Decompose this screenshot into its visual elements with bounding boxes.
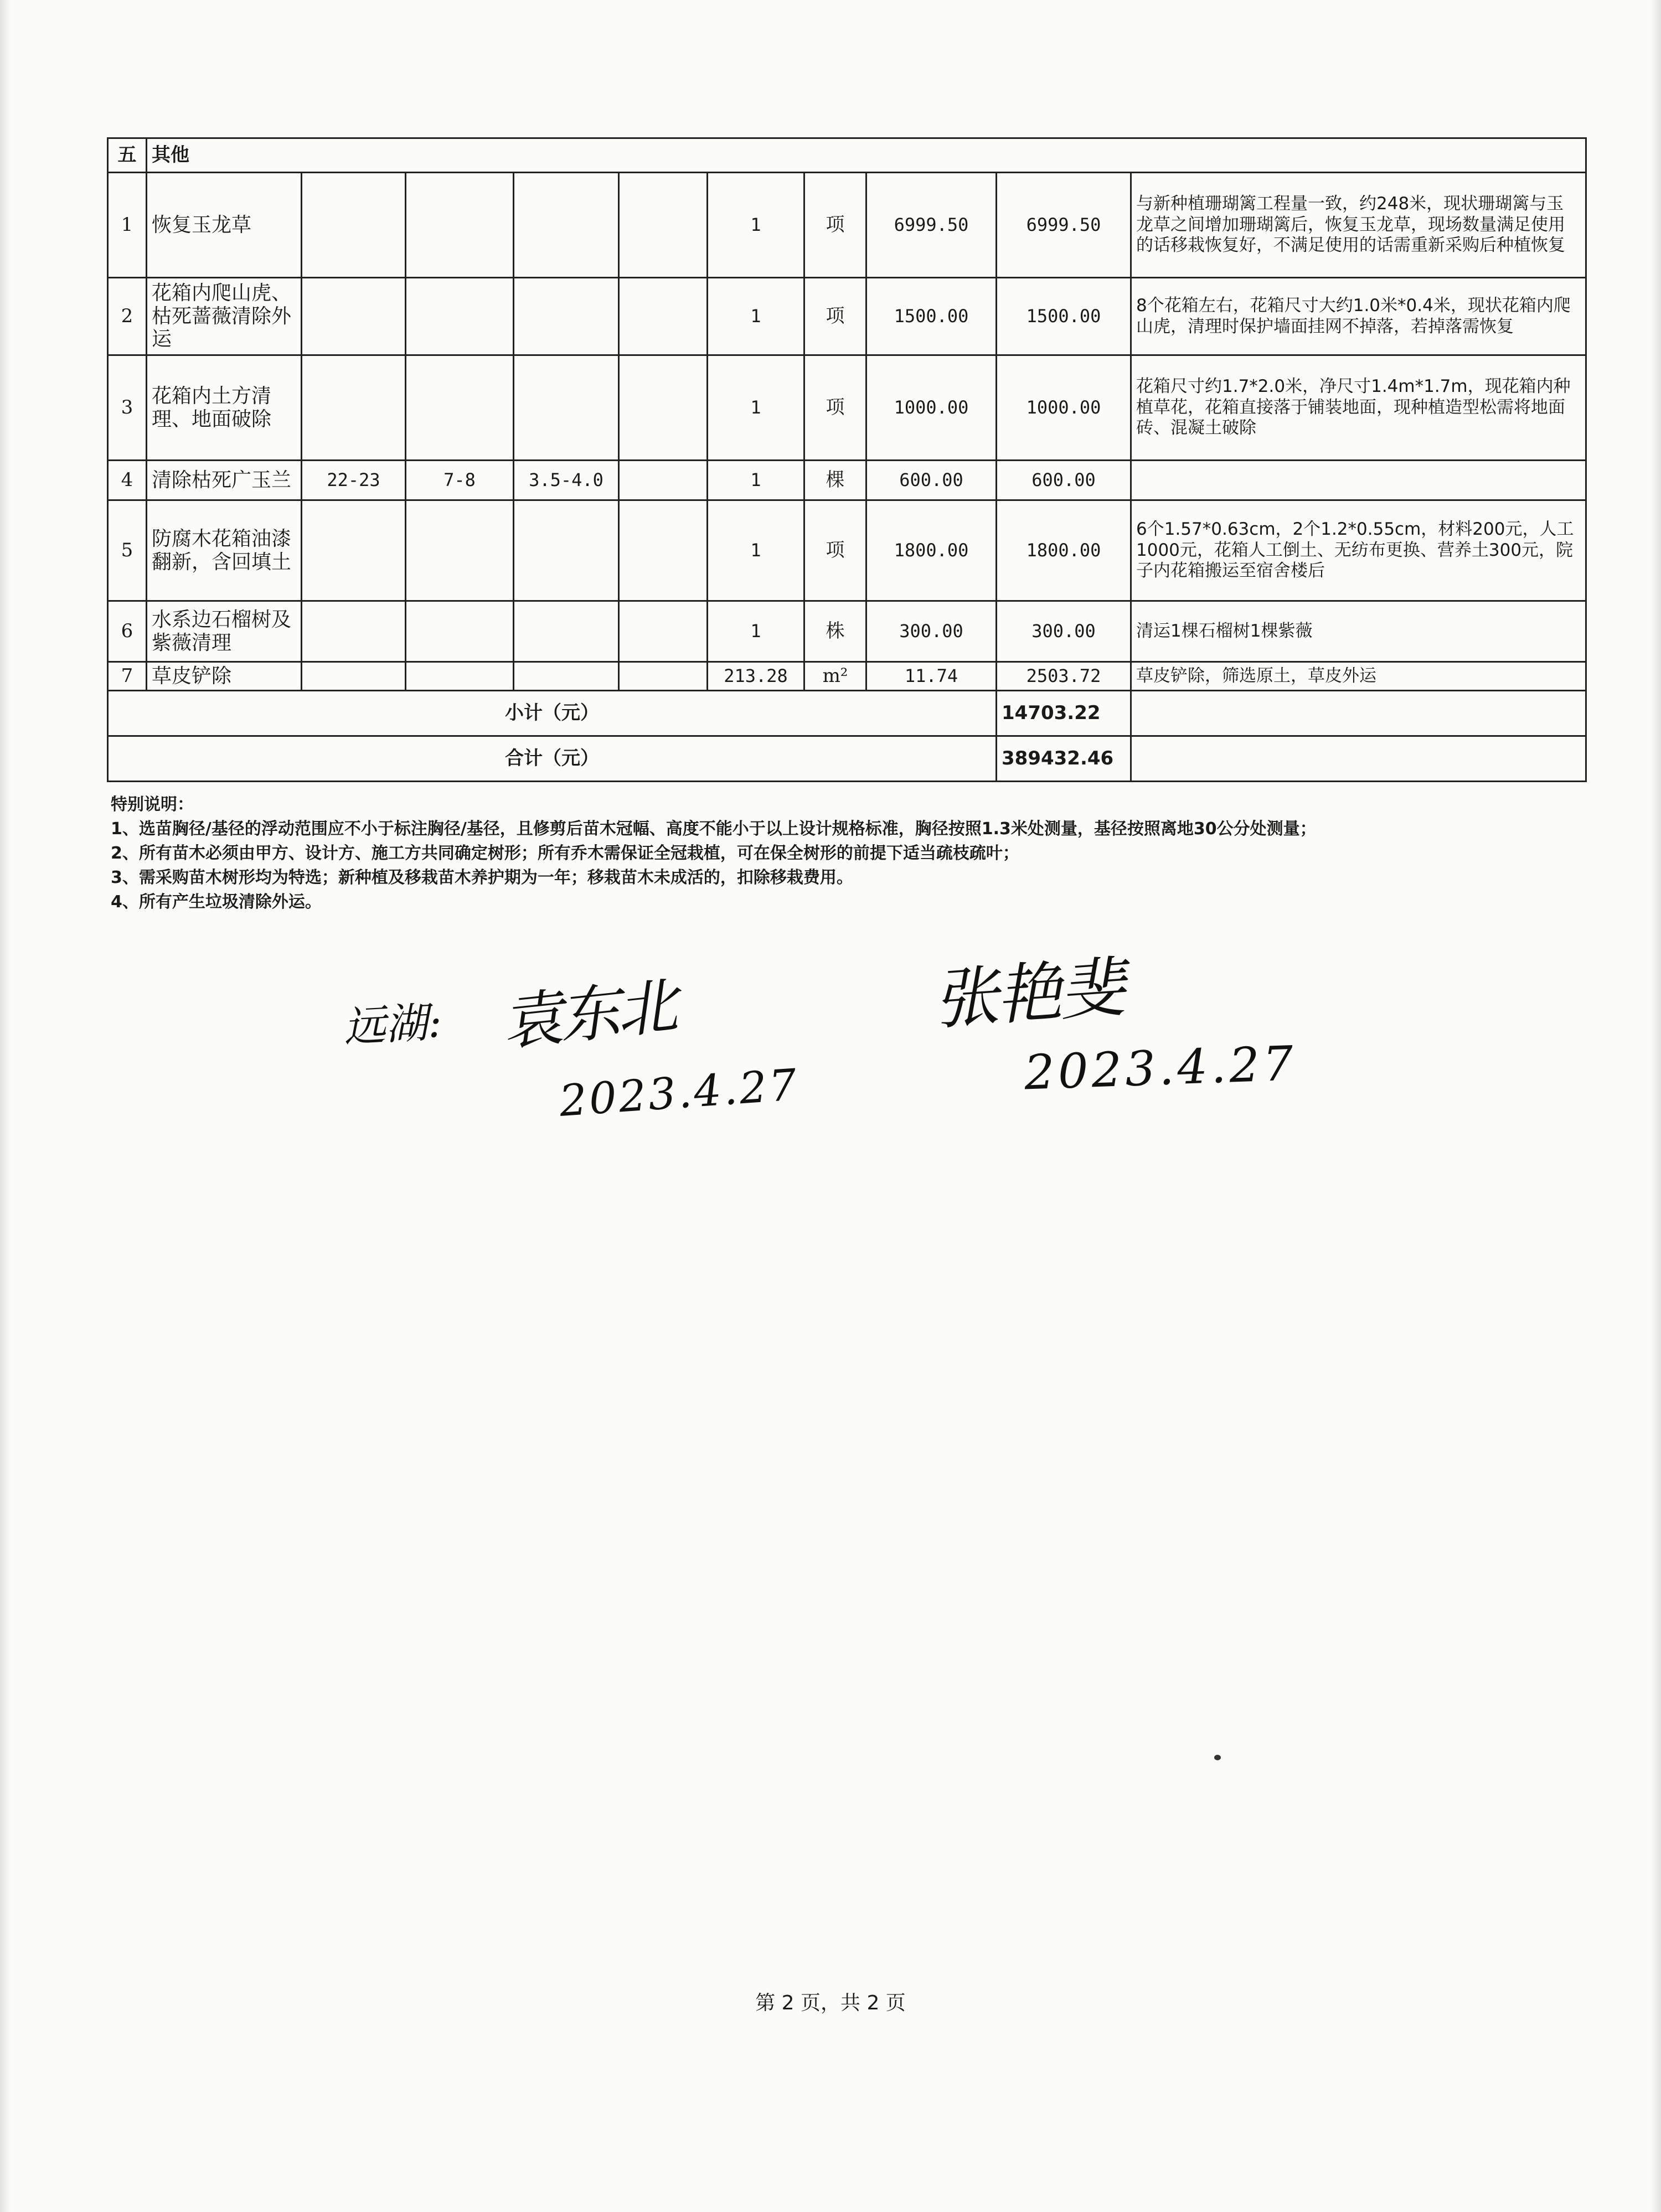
spec-3 [514, 173, 619, 278]
table-body [108, 173, 1586, 691]
spec-2 [406, 355, 514, 461]
item-name: 恢复玉龙草 [147, 173, 302, 278]
item-name: 花箱内爬山虎、枯死蔷薇清除外运 [147, 278, 302, 355]
spec-4 [619, 355, 708, 461]
spec-3 [514, 278, 619, 355]
signature-left-label: 远湖: [342, 997, 443, 1052]
unit-price: 1800.00 [866, 500, 997, 601]
unit: 棵 [804, 461, 866, 500]
row-number: 4 [108, 461, 147, 500]
table-row [108, 601, 1586, 662]
row-number: 7 [108, 662, 147, 691]
unit: m² [804, 662, 866, 691]
signature-left-date: 2023.4.27 [558, 1060, 801, 1126]
quantity: 1 [708, 461, 804, 500]
unit-price: 6999.50 [866, 173, 997, 278]
spec-4 [619, 278, 708, 355]
table-row [108, 278, 1586, 355]
note-item: 2、所有苗木必须由甲方、设计方、施工方共同确定树形；所有乔木需保证全冠栽植，可在保全树形的前提下适当疏枝疏叶； [111, 844, 1019, 863]
quote-table [107, 137, 1587, 782]
amount: 2503.72 [997, 662, 1131, 691]
spec-4 [619, 500, 708, 601]
quantity: 1 [708, 173, 804, 278]
section-title: 其他 [147, 138, 1586, 173]
scan-edge-right [1651, 0, 1661, 2212]
section-number: 五 [108, 138, 147, 173]
amount: 1000.00 [997, 355, 1131, 461]
subtotal-row [108, 691, 1586, 736]
spec-3 [514, 601, 619, 662]
amount: 600.00 [997, 461, 1131, 500]
item-name: 水系边石榴树及紫薇清理 [147, 601, 302, 662]
signature-right-date: 2023.4.27 [1023, 1036, 1298, 1101]
unit-price: 11.74 [866, 662, 997, 691]
spec-1 [302, 601, 406, 662]
unit-price: 300.00 [866, 601, 997, 662]
total-label: 合计（元） [108, 736, 997, 782]
row-number: 3 [108, 355, 147, 461]
amount: 1800.00 [997, 500, 1131, 601]
unit-price: 600.00 [866, 461, 997, 500]
remark: 8个花箱左右，花箱尺寸大约1.0米*0.4米，现状花箱内爬山虎，清理时保护墙面挂网不掉落，若掉落需恢复 [1131, 278, 1586, 355]
scan-edge-left [0, 0, 10, 2212]
spec-3: 3.5-4.0 [514, 461, 619, 500]
spec-4 [619, 173, 708, 278]
quantity: 213.28 [708, 662, 804, 691]
row-number: 6 [108, 601, 147, 662]
spec-1 [302, 662, 406, 691]
quantity: 1 [708, 355, 804, 461]
spec-4 [619, 461, 708, 500]
spec-2 [406, 601, 514, 662]
spec-3 [514, 355, 619, 461]
spec-2 [406, 500, 514, 601]
section-header-row [108, 138, 1586, 173]
unit: 项 [804, 278, 866, 355]
item-name: 花箱内土方清理、地面破除 [147, 355, 302, 461]
unit: 项 [804, 173, 866, 278]
amount: 300.00 [997, 601, 1131, 662]
unit-price: 1000.00 [866, 355, 997, 461]
notes-title: 特别说明： [111, 795, 194, 814]
ink-speck [1214, 1755, 1221, 1760]
spec-2: 7-8 [406, 461, 514, 500]
unit-price: 1500.00 [866, 278, 997, 355]
item-name: 防腐木花箱油漆翻新，含回填土 [147, 500, 302, 601]
remark: 清运1棵石榴树1棵紫薇 [1131, 601, 1586, 662]
note-item: 3、需采购苗木树形均为特选；新种植及移栽苗木养护期为一年；移栽苗木未成活的，扣除移栽费用。 [111, 868, 853, 887]
remark: 与新种植珊瑚篱工程量一致，约248米，现状珊瑚篱与玉龙草之间增加珊瑚篱后，恢复玉龙草，现场数量满足使用的话移栽恢复好，不满足使用的话需重新采购后种植恢复 [1131, 173, 1586, 278]
special-notes [111, 793, 1583, 914]
remark: 花箱尺寸约1.7*2.0米，净尺寸1.4m*1.7m，现花箱内种植草花，花箱直接落于铺装地面，现种植造型松需将地面砖、混凝土破除 [1131, 355, 1586, 461]
spec-1 [302, 355, 406, 461]
quantity: 1 [708, 500, 804, 601]
amount: 1500.00 [997, 278, 1131, 355]
spec-2 [406, 662, 514, 691]
item-name: 草皮铲除 [147, 662, 302, 691]
total-row [108, 736, 1586, 782]
unit: 项 [804, 355, 866, 461]
page-number: 第 2 页，共 2 页 [755, 1992, 906, 2014]
row-number: 5 [108, 500, 147, 601]
row-number: 2 [108, 278, 147, 355]
spec-4 [619, 601, 708, 662]
signature-left-name: 袁东北 [498, 970, 678, 1059]
item-name: 清除枯死广玉兰 [147, 461, 302, 500]
remark [1131, 461, 1586, 500]
table-row [108, 461, 1586, 500]
unit: 株 [804, 601, 866, 662]
note-item: 1、选苗胸径/基径的浮动范围应不小于标注胸径/基径，且修剪后苗木冠幅、高度不能小于以上设计规格标准，胸径按照1.3米处测量，基径按照离地30公分处测量； [111, 819, 1317, 839]
row-number: 1 [108, 173, 147, 278]
spec-1 [302, 278, 406, 355]
quantity: 1 [708, 278, 804, 355]
amount: 6999.50 [997, 173, 1131, 278]
notes-list [111, 817, 1583, 914]
spec-4 [619, 662, 708, 691]
table-row [108, 173, 1586, 278]
subtotal-label: 小计（元） [108, 691, 997, 736]
spec-1 [302, 173, 406, 278]
subtotal-value: 14703.22 [997, 691, 1131, 736]
note-item: 4、所有产生垃圾清除外运。 [111, 892, 322, 912]
table-row [108, 500, 1586, 601]
unit: 项 [804, 500, 866, 601]
total-value: 389432.46 [997, 736, 1131, 782]
spec-1 [302, 500, 406, 601]
table-row [108, 662, 1586, 691]
spec-3 [514, 662, 619, 691]
spec-1: 22-23 [302, 461, 406, 500]
remark: 草皮铲除，筛选原土，草皮外运 [1131, 662, 1586, 691]
subtotal-remark [1131, 691, 1586, 736]
spec-2 [406, 173, 514, 278]
spec-2 [406, 278, 514, 355]
quantity: 1 [708, 601, 804, 662]
signature-right-name: 张艳斐 [931, 949, 1126, 1038]
spec-3 [514, 500, 619, 601]
total-remark [1131, 736, 1586, 782]
table-row [108, 355, 1586, 461]
remark: 6个1.57*0.63cm，2个1.2*0.55cm，材料200元，人工1000元，花箱人工倒土、无纺布更换、营养土300元，院子内花箱搬运至宿舍楼后 [1131, 500, 1586, 601]
